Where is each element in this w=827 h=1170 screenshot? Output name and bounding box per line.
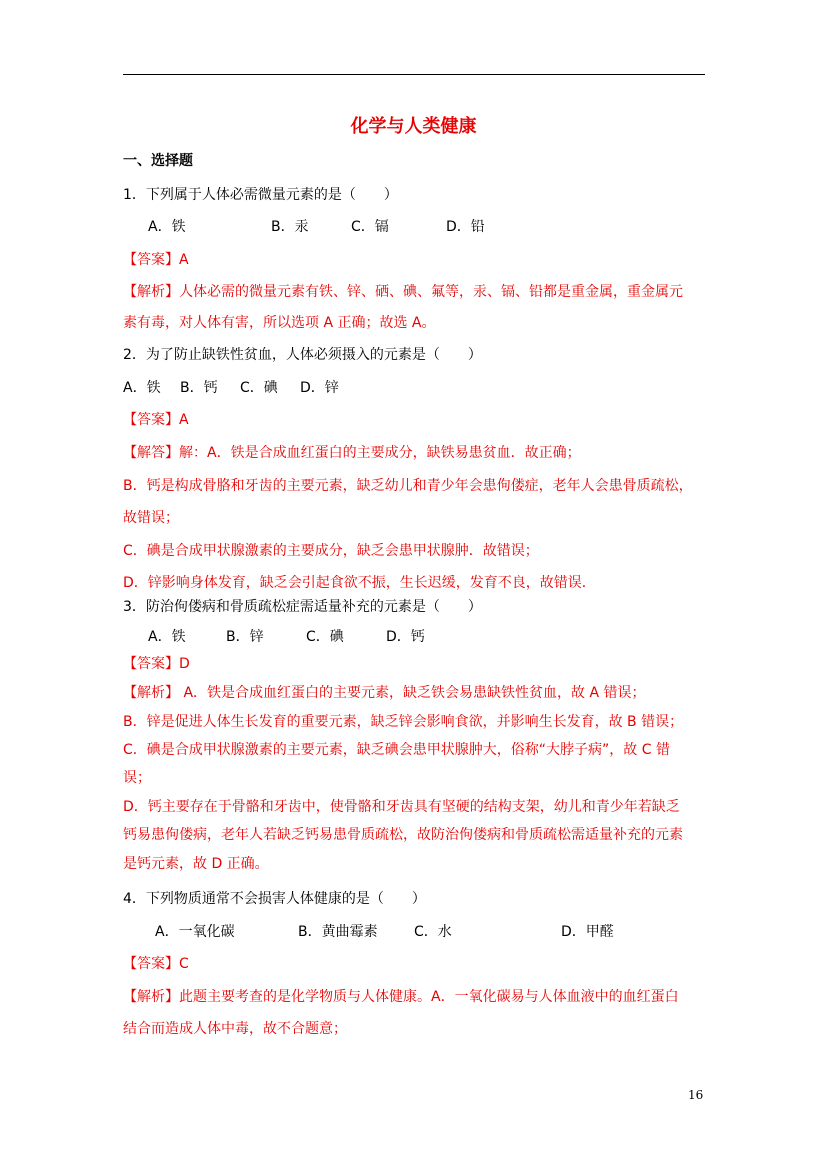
q4-option-b: B．黄曲霉素 xyxy=(298,924,378,940)
question-1-stem: 1．下列属于人体必需微量元素的是（ ） xyxy=(123,187,398,203)
question-1-analysis-line: 【解析】人体必需的微量元素有铁、锌、硒、碘、氟等，汞、镉、铅都是重金属，重金属元 xyxy=(123,284,683,300)
q4-option-a: A．一氧化碳 xyxy=(155,924,235,940)
page-number: 16 xyxy=(688,1088,704,1102)
q1-option-b: B．汞 xyxy=(271,219,309,235)
q2-option-c: C．碘 xyxy=(240,380,278,396)
question-3-analysis-line: 是钙元素，故 D 正确。 xyxy=(123,856,269,872)
question-2-answer: 【答案】A xyxy=(123,412,189,428)
question-3-analysis-line: 钙易患佝偻病，老年人若缺乏钙易患骨质疏松，故防治佝偻病和骨质疏松需适量补充的元素 xyxy=(123,827,683,843)
q3-option-d: D．钙 xyxy=(386,629,425,645)
q1-option-d: D．铅 xyxy=(446,219,485,235)
question-2-analysis-line: B．钙是构成骨胳和牙齿的主要元素，缺乏幼儿和青少年会患佝偻症，老年人会患骨质疏松， xyxy=(123,478,693,494)
q1-option-a: A．铁 xyxy=(148,219,186,235)
question-2-analysis-line: 【解答】解：A．铁是合成血红蛋白的主要成分，缺铁易患贫血．故正确； xyxy=(123,445,581,461)
question-1-answer: 【答案】A xyxy=(123,252,189,268)
q3-option-b: B．锌 xyxy=(226,629,264,645)
question-4-analysis-line: 结合而造成人体中毒，故不合题意； xyxy=(123,1021,347,1037)
question-3-analysis-line: 误； xyxy=(123,770,151,786)
question-3-analysis-line: B．锌是促进人体生长发育的重要元素，缺乏锌会影响食欲，并影响生长发育，故 B 错误； xyxy=(123,714,684,730)
question-2-analysis-line: 故错误； xyxy=(123,510,179,526)
question-2-analysis-line: D．锌影响身体发育，缺乏会引起食欲不振，生长迟缓，发育不良，故错误． xyxy=(123,575,596,591)
question-4-options xyxy=(155,923,614,941)
question-1-analysis-line: 素有毒，对人体有害，所以选项 A 正确；故选 A。 xyxy=(123,315,436,331)
q2-option-d: D．锌 xyxy=(300,380,339,396)
question-3-analysis-line: C．碘是合成甲状腺激素的主要元素，缺乏碘会患甲状腺肿大，俗称“大脖子病”，故 C 错 xyxy=(123,742,670,758)
question-1-options xyxy=(148,218,485,236)
question-4-analysis-line: 【解析】此题主要考查的是化学物质与人体健康。A．一氧化碳易与人体血液中的血红蛋白 xyxy=(123,989,679,1005)
q3-option-c: C．碘 xyxy=(306,629,344,645)
q2-option-a: A．铁 xyxy=(123,380,161,396)
question-2-options xyxy=(123,379,339,397)
question-4-answer: 【答案】C xyxy=(123,956,189,972)
question-3-answer: 【答案】D xyxy=(123,656,190,672)
question-2-stem: 2．为了防止缺铁性贫血，人体必须摄入的元素是（ ） xyxy=(123,347,482,363)
header-rule xyxy=(123,74,705,75)
section-heading: 一、选择题 xyxy=(123,153,193,169)
question-3-options xyxy=(148,628,425,646)
question-4-stem: 4．下列物质通常不会损害人体健康的是（ ） xyxy=(123,891,426,907)
q1-option-c: C．镉 xyxy=(351,219,389,235)
question-2-analysis-line: C．碘是合成甲状腺激素的主要成分，缺乏会患甲状腺肿．故错误； xyxy=(123,543,539,559)
question-3-analysis-line: D．钙主要存在于骨骼和牙齿中，使骨骼和牙齿具有坚硬的结构支架，幼儿和青少年若缺乏 xyxy=(123,799,680,815)
page-title: 化学与人类健康 xyxy=(350,116,477,137)
q4-option-d: D．甲醛 xyxy=(561,924,614,940)
question-3-stem: 3．防治佝偻病和骨质疏松症需适量补充的元素是（ ） xyxy=(123,599,482,615)
q4-option-c: C．水 xyxy=(414,924,452,940)
question-3-analysis-line: 【解析】 A．铁是合成血红蛋白的主要元素，缺乏铁会易患缺铁性贫血，故 A 错误； xyxy=(123,685,646,701)
q2-option-b: B．钙 xyxy=(180,380,218,396)
q3-option-a: A．铁 xyxy=(148,629,186,645)
